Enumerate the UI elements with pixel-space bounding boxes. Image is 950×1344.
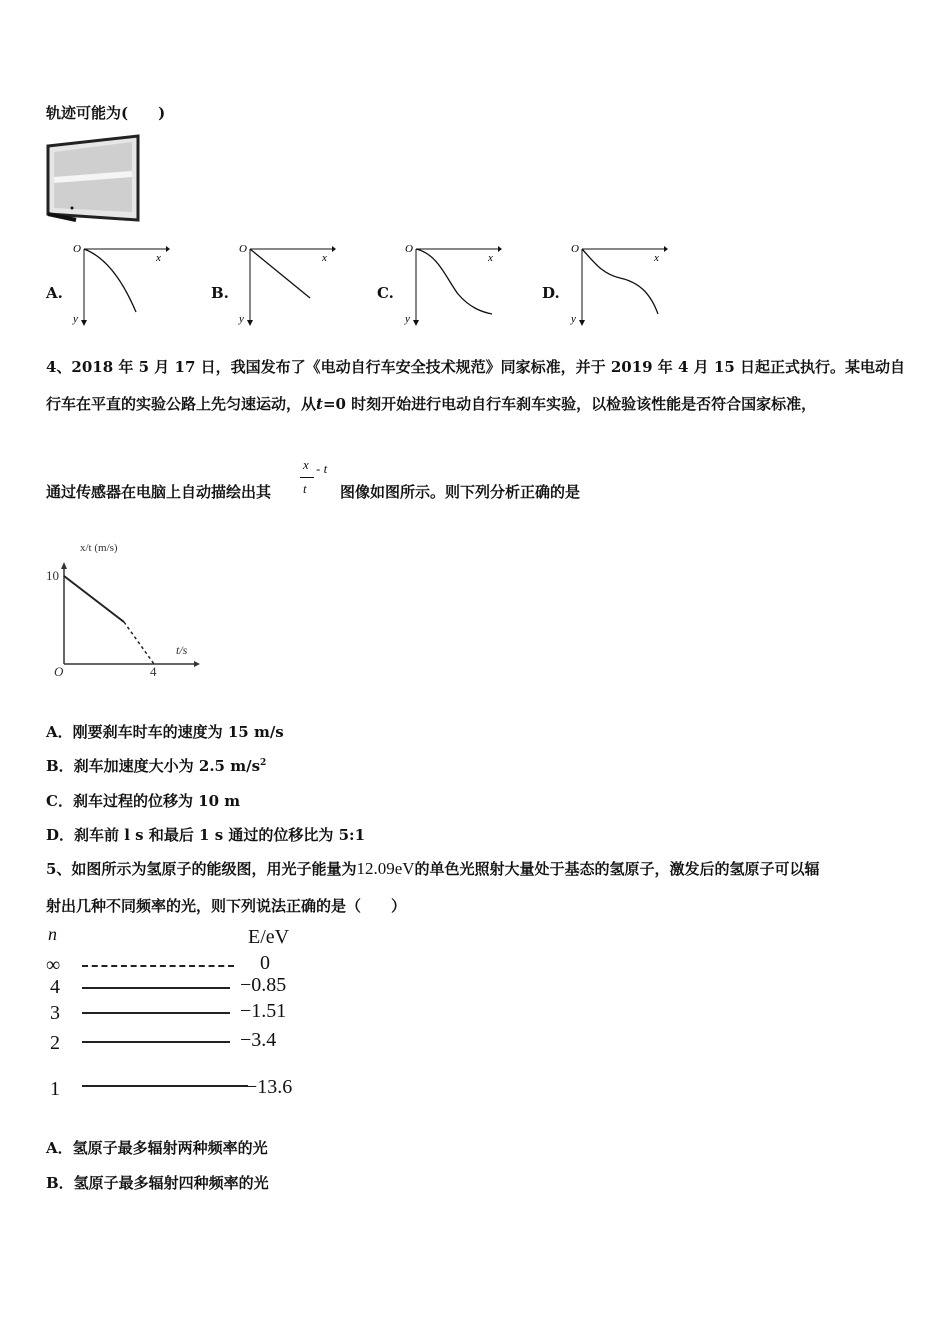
q4-stem-line2-part1: 行车在平直的实验公路上先匀速运动，从 — [46, 395, 317, 413]
graph-x-label: x — [156, 252, 161, 264]
graph-x-label: x — [654, 252, 659, 264]
q5-level-e-1: −13.6 — [246, 1076, 293, 1098]
trajectory-curve — [582, 249, 658, 314]
q4-stem-line1: 4、2018 年 5 月 17 日，我国发布了《电动自行车安全技术规范》同家标准，并于 2019 年 4 月 15 日起正式执行。某电动自 — [46, 358, 906, 376]
q5-level-line-4 — [82, 987, 230, 989]
graph-origin-label: O — [239, 243, 247, 255]
q5-level-e-4: −0.85 — [240, 974, 287, 996]
q3-option-d-label: D. — [542, 284, 560, 302]
fraction-numerator: x — [303, 457, 309, 472]
graph-y-label: y — [73, 313, 78, 325]
trajectory-line — [250, 249, 310, 298]
q5-level-e-2: −3.4 — [240, 1029, 277, 1051]
q5-stem-line1 — [46, 858, 820, 879]
q4-graph-origin: O — [54, 664, 64, 679]
q3-photo — [46, 134, 142, 222]
graph-origin-label: O — [73, 243, 81, 255]
q4-option-a: A．刚要刹车时车的速度为 15 m/s — [46, 723, 284, 741]
q5-option-b: B．氢原子最多辐射四种频率的光 — [46, 1174, 269, 1192]
q5-level-n-4: 4 — [50, 976, 60, 998]
q4-option-d: D．刹车前 l s 和最后 1 s 通过的位移比为 5:1 — [46, 826, 366, 844]
fraction-denominator: t — [303, 481, 307, 496]
trajectory-curve — [84, 249, 136, 312]
q4-stem-line3a: 通过传感器在电脑上自动描绘出其 — [46, 483, 272, 501]
q5-stem-line1-part2: 的单色光照射大量处于基态的氢原子，激发后的氢原子可以辐 — [414, 860, 820, 878]
q4-graph-ylabel: x/t (m/s) — [80, 542, 118, 554]
q3-option-b-label: B. — [211, 284, 229, 302]
graph-y-label: y — [405, 313, 410, 325]
graph-origin-label: O — [405, 243, 413, 255]
fraction-minus-t: - t — [316, 461, 328, 476]
q4-stem-line2 — [46, 393, 816, 414]
q3-option-c-label: C. — [377, 284, 394, 302]
graph-y-label: y — [239, 313, 244, 325]
q4-option-b-text: B．刹车加速度大小为 2.5 m/s — [46, 757, 261, 775]
q5-level-n-1: 1 — [50, 1078, 60, 1100]
q5-n-header: n — [48, 924, 57, 944]
q5-level-n-3: 3 — [50, 1002, 60, 1024]
q4-graph-solid-line — [64, 576, 124, 622]
graph-origin-label: O — [571, 243, 579, 255]
graph-y-label: y — [571, 313, 576, 325]
q3-graph-a — [70, 240, 170, 328]
q5-stem-line2: 射出几种不同频率的光，则下列说法正确的是（ ） — [46, 897, 407, 915]
q5-level-e-3: −1.51 — [240, 1000, 287, 1022]
q4-option-c: C．刹车过程的位移为 10 m — [46, 792, 241, 810]
q5-e-header: E/eV — [248, 926, 290, 948]
q5-stem-line1-part1: 5、如图所示为氢原子的能级图，用光子能量为 — [46, 860, 357, 878]
q5-level-line-inf — [82, 965, 234, 967]
graph-x-label: x — [488, 252, 493, 264]
q4-xt-graph — [40, 536, 210, 682]
q5-level-line-1 — [82, 1085, 248, 1087]
q5-level-e-inf: 0 — [260, 952, 270, 974]
q4-graph-y-tick: 10 — [46, 568, 59, 583]
q4-graph-xlabel: t/s — [176, 643, 188, 657]
q5-energy-level-diagram — [40, 924, 310, 1104]
graph-x-label: x — [322, 252, 327, 264]
q5-level-n-inf: ∞ — [46, 954, 61, 976]
q4-option-b — [46, 755, 266, 776]
q5-level-line-3 — [82, 1012, 230, 1014]
q4-stem-t-symbol: t — [316, 395, 323, 413]
q4-stem-line2-part2: =0 时刻开始进行电动自行车刹车实验，以检验该性能是否符合国家标准， — [322, 395, 817, 413]
q4-graph-x-tick: 4 — [150, 664, 157, 679]
q5-option-a: A．氢原子最多辐射两种频率的光 — [46, 1139, 268, 1157]
q5-photon-energy: 12.09eV — [356, 859, 415, 878]
q4-graph-dashed-line — [124, 622, 154, 664]
q3-graph-d — [568, 240, 668, 328]
q5-level-n-2: 2 — [50, 1032, 60, 1054]
q3-graph-b — [236, 240, 336, 328]
q3-stem-tail: 轨迹可能为( ) — [46, 104, 166, 122]
q4-fraction-x-over-t — [298, 457, 340, 501]
q3-graph-c — [402, 240, 502, 328]
q4-stem-line3b: 图像如图所示。则下列分析正确的是 — [340, 483, 581, 501]
q4-option-b-sup: 2 — [260, 758, 267, 768]
trajectory-curve — [416, 249, 492, 314]
q3-option-a-label: A. — [46, 284, 63, 302]
q5-level-line-2 — [82, 1041, 230, 1043]
